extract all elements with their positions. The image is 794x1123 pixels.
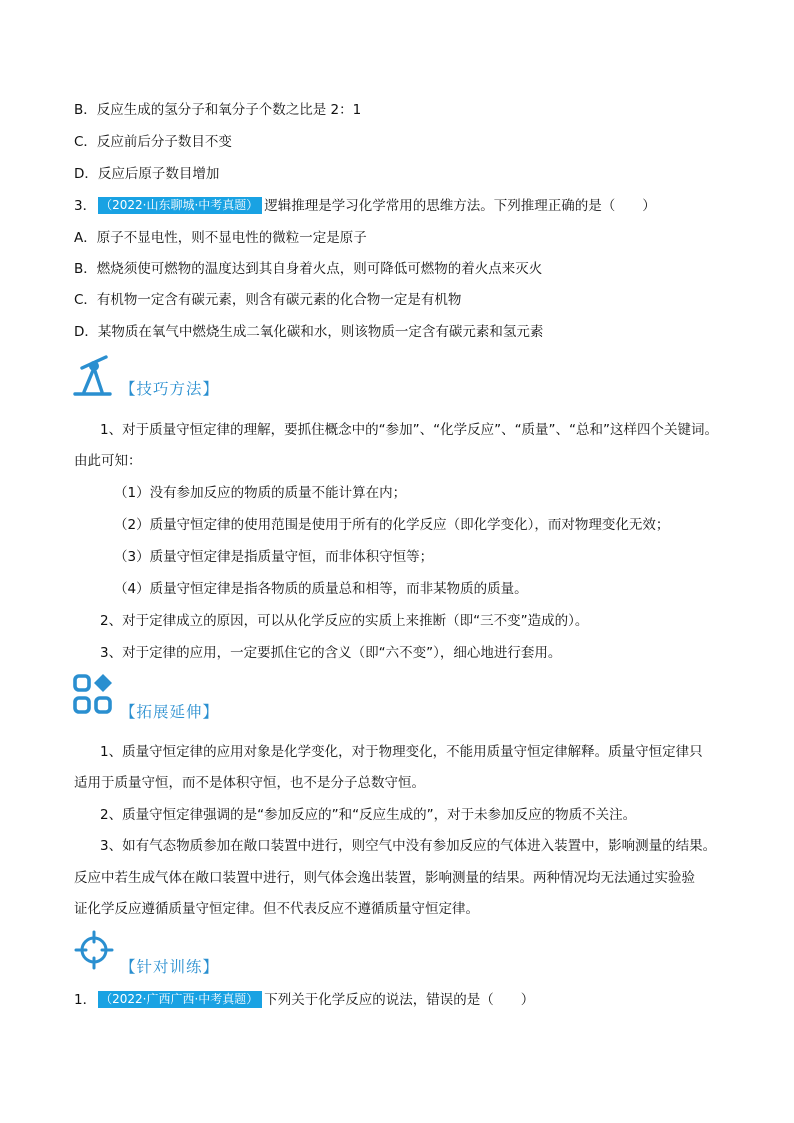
section-title-training: 【针对训练】 [120, 958, 220, 976]
skills-item-4: （4）质量守恒定律是指各物质的质量总和相等，而非某物质的质量。 [114, 581, 528, 597]
telescope-icon [72, 354, 114, 402]
q2-option-d: D．反应后原子数目增加 [74, 166, 220, 182]
q2-option-b: B．反应生成的氢分子和氧分子个数之比是 2：1 [74, 102, 362, 118]
extension-p1b: 适用于质量守恒，而不是体积守恒，也不是分子总数守恒。 [74, 775, 425, 791]
training-q1-source-tag: （2022·广西广西·中考真题） [98, 991, 262, 1008]
extension-p3c: 证化学反应遵循质量守恒定律。但不代表反应不遵循质量守恒定律。 [74, 901, 479, 917]
crosshair-icon [74, 930, 114, 974]
extension-p3a: 3、如有气态物质参加在敞口装置中进行，则空气中没有参加反应的气体进入装置中，影响测量的结果。 [100, 838, 717, 854]
extension-p3b: 反应中若生成气体在敞口装置中进行，则气体会逸出装置，影响测量的结果。两种情况均无法通过实验验 [74, 870, 695, 886]
section-title-skills: 【技巧方法】 [120, 380, 220, 398]
q3-option-c: C．有机物一定含有碳元素，则含有碳元素的化合物一定是有机物 [74, 292, 462, 308]
training-q1-stem: 下列关于化学反应的说法，错误的是（ ） [264, 992, 535, 1008]
skills-item-2: （2）质量守恒定律的使用范围是使用于所有的化学反应（即化学变化），而对物理变化无效； [114, 517, 670, 533]
q3-number: 3． [74, 198, 97, 214]
skills-p2: 2、对于定律成立的原因，可以从化学反应的实质上来推断（即“三不变”造成的）。 [100, 613, 589, 629]
skills-p3: 3、对于定律的应用，一定要抓住它的含义（即“六不变”），细心地进行套用。 [100, 645, 562, 661]
extension-p1a: 1、质量守恒定律的应用对象是化学变化，对于物理变化，不能用质量守恒定律解释。质量守恒定律只 [100, 744, 703, 760]
q2-option-c: C．反应前后分子数目不变 [74, 134, 232, 150]
skills-item-3: （3）质量守恒定律是指质量守恒，而非体积守恒等； [114, 549, 434, 565]
skills-p1a: 1、对于质量守恒定律的理解，要抓住概念中的“参加”、“化学反应”、“质量”、“总和”这样四个关键词。 [100, 422, 719, 438]
q3-stem-line [74, 196, 734, 216]
training-q1-number: 1． [74, 992, 97, 1008]
training-q1-stem-line [74, 990, 734, 1010]
shapes-icon [72, 673, 118, 721]
q3-option-b: B．燃烧须使可燃物的温度达到其自身着火点，则可降低可燃物的着火点来灭火 [74, 261, 543, 277]
skills-p1b: 由此可知： [74, 453, 142, 469]
q3-stem: 逻辑推理是学习化学常用的思维方法。下列推理正确的是（ ） [264, 198, 656, 214]
q3-option-d: D．某物质在氧气中燃烧生成二氧化碳和水，则该物质一定含有碳元素和氢元素 [74, 324, 544, 340]
q3-source-tag: （2022·山东聊城·中考真题） [98, 197, 262, 214]
extension-p2: 2、质量守恒定律强调的是“参加反应的”和“反应生成的”，对于未参加反应的物质不关注。 [100, 807, 637, 823]
skills-item-1: （1）没有参加反应的物质的质量不能计算在内； [114, 485, 407, 501]
q3-option-a: A．原子不显电性，则不显电性的微粒一定是原子 [74, 230, 367, 246]
section-title-extension: 【拓展延伸】 [120, 703, 220, 721]
